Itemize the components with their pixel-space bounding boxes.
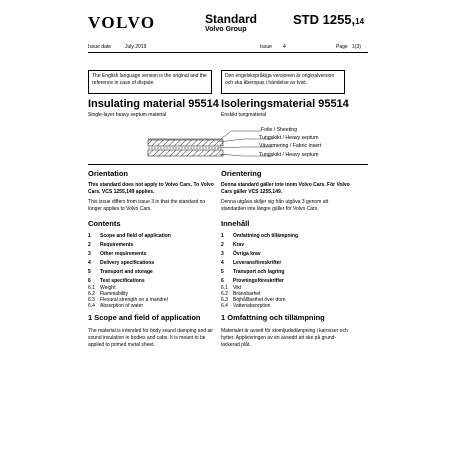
standard-number-suffix: 14 <box>355 17 365 26</box>
orientation-text-en: This issue differs from issue 3 in that the standard no longer applies to Volvo Cars. <box>88 199 206 212</box>
label-heavy-septum-1: Tungskikt / Heavy septum <box>259 135 319 141</box>
label-sheeting: Folie / Sheeting <box>261 127 298 133</box>
toc-item-en-2[interactable] <box>88 242 133 248</box>
scope-heading-sv: 1 Omfattning och tillämpning <box>221 313 325 322</box>
toc-label: Leveransföreskrifter <box>233 260 282 266</box>
toc-item-sv-2[interactable] <box>221 242 244 248</box>
title-en: Insulating material 95514 <box>88 98 219 110</box>
toc-num: 2 <box>88 242 91 248</box>
leader-line-1 <box>221 131 261 139</box>
toc-num: 6 <box>88 278 91 284</box>
orientation-heading-sv: Orientering <box>221 169 262 178</box>
doc-type: Standard <box>205 12 258 26</box>
toc-num: 5 <box>88 269 91 275</box>
toc-num: 4 <box>221 260 224 266</box>
toc-num: 2 <box>221 242 224 248</box>
subtitle-en: Single-layer heavy septum material <box>88 112 167 118</box>
toc-item-en-3[interactable] <box>88 251 146 257</box>
toc-item-sv-6[interactable] <box>221 278 284 284</box>
orientation-text-sv: Denna utgåva skiljer sig från utgåva 3 genom att standarden inte längre gäller för Volvo Cars. <box>221 199 329 212</box>
toc-label: Transport och lagring <box>233 269 285 275</box>
toc-label: Flammability <box>100 291 129 297</box>
issue-number: 4 <box>283 44 286 50</box>
standard-number <box>293 12 364 27</box>
toc-num: 6.4 <box>88 303 95 309</box>
toc-num: 6.4 <box>221 303 228 309</box>
contents-heading-en: Contents <box>88 219 121 228</box>
toc-label: Flexural strength on a mandrel <box>100 297 168 303</box>
toc-num: 6.3 <box>88 297 95 303</box>
scope-text-sv: Materialet är avsett för stomljudsdämpning i karosser och hytter. Appliceringen av en avsedd att ske på grundlackerad plåt. <box>221 328 348 348</box>
toc-label: Provningsföreskrifter <box>233 278 284 284</box>
label-heavy-septum-2: Tungskikt / Heavy septum <box>259 152 319 158</box>
toc-num: 1 <box>221 233 224 239</box>
toc-num: 6 <box>221 278 224 284</box>
toc-label: Vikt <box>233 285 242 291</box>
language-notice-en: The English language version is the original and the reference in case of dispute. <box>88 70 212 94</box>
contents-heading-sv: Innehåll <box>221 219 250 228</box>
heavy-septum-top <box>148 140 223 146</box>
toc-item-sv-4[interactable] <box>221 260 281 266</box>
toc-num: 6.2 <box>88 291 95 297</box>
label-fabric-insert: Vävarmering / Fabric insert <box>259 143 322 149</box>
toc-label: Other requirements <box>100 251 147 257</box>
toc-num: 3 <box>221 251 224 257</box>
volvo-logo: VOLVO <box>88 13 156 32</box>
toc-num: 1 <box>88 233 91 239</box>
issue-label: Issue <box>260 44 272 50</box>
toc-label: Delivery specifications <box>100 260 155 266</box>
toc-item-en-1[interactable] <box>88 233 171 239</box>
toc-label: Weight <box>100 285 116 291</box>
page-label: Page <box>336 44 348 50</box>
toc-num: 6.3 <box>221 297 228 303</box>
toc-num: 4 <box>88 260 91 266</box>
subtitle-sv: Enskikt tungmaterial <box>221 112 267 118</box>
toc-num: 6.1 <box>88 285 95 291</box>
toc-item-sv-1[interactable] <box>221 233 298 239</box>
doc-org: Volvo Group <box>205 26 247 33</box>
standard-number-main: STD 1255, <box>293 12 356 27</box>
toc-label: Böjhållfasthet över dorn <box>233 297 286 303</box>
toc-item-en-6[interactable] <box>88 278 145 284</box>
toc-subitem-sv-4[interactable] <box>221 303 270 309</box>
toc-item-en-4[interactable] <box>88 260 154 266</box>
scope-heading-en: 1 Scope and field of application <box>88 313 201 322</box>
section-divider <box>88 164 368 165</box>
toc-item-sv-3[interactable] <box>221 251 261 257</box>
toc-label: Omfattning och tillämpning <box>233 233 298 239</box>
toc-label: Requirements <box>100 242 134 248</box>
toc-label: Vattenabsorption <box>233 303 271 309</box>
issue-date: July 2019 <box>125 44 147 50</box>
orientation-bold-sv: Denna standard gäller inte inom Volvo Cars. För Volvo Cars gäller VCS 1255,149. <box>221 182 350 195</box>
toc-subitem-en-4[interactable] <box>88 303 143 309</box>
page-number: 1(3) <box>352 44 361 50</box>
toc-num: 5 <box>221 269 224 275</box>
toc-label: Brännbarhet <box>233 291 261 297</box>
scope-text-en: The material is intended for body sound damping and air sound insulation in bodies and cabs. It is meant to be applied to primed metal sheet. <box>88 328 214 348</box>
toc-num: 6.1 <box>221 285 228 291</box>
toc-label: Krav <box>233 242 245 248</box>
orientation-heading-en: Orientation <box>88 169 129 178</box>
title-sv: Isoleringsmaterial 95514 <box>221 98 349 110</box>
toc-num: 6.2 <box>221 291 228 297</box>
orientation-bold-en: This standard does not apply to Volvo Cars. To Volvo Cars, VCS 1255,149 applies. <box>88 182 214 195</box>
language-notice-sv: Den engelskspråkiga versionen är originalversion och ska åberopas i händelse av tvist. <box>221 70 345 94</box>
toc-label: Övriga krav <box>233 251 261 257</box>
toc-item-sv-5[interactable] <box>221 269 284 275</box>
toc-label: Test specifications <box>100 278 145 284</box>
toc-label: Absorption of water <box>100 303 144 309</box>
issue-date-label: Issue date <box>88 44 112 50</box>
toc-label: Transport and storage <box>100 269 153 275</box>
toc-label: Scope and field of application <box>100 233 171 239</box>
toc-item-en-5[interactable] <box>88 269 153 275</box>
heavy-septum-bottom <box>148 150 223 156</box>
header-divider <box>88 52 368 53</box>
toc-num: 3 <box>88 251 91 257</box>
